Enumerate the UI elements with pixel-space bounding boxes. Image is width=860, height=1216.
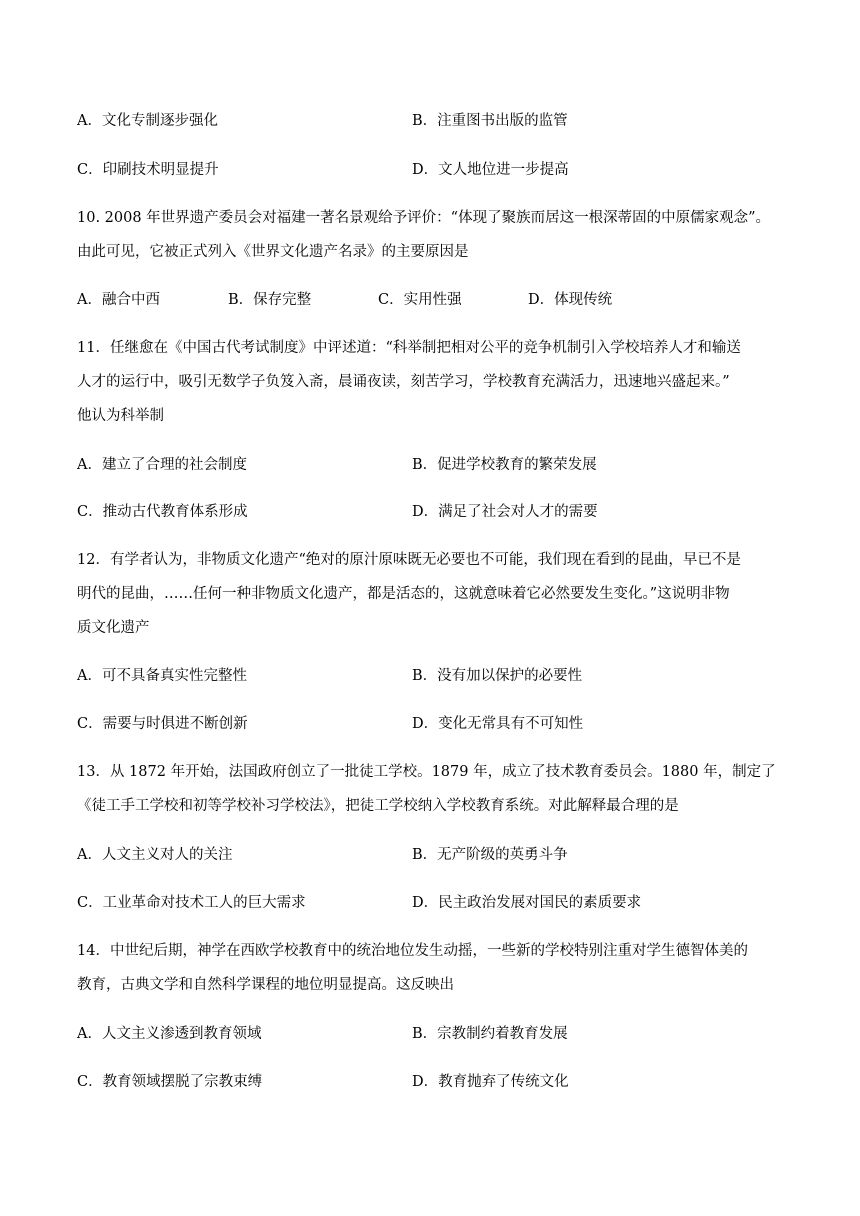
q13-option-c: C．工业革命对技术工人的巨大需求	[77, 895, 306, 911]
q13-stem-line-1: 13．从 1872 年开始，法国政府创立了一批徒工学校。1879 年，成立了技术教育委员会。1880 年，制定了	[77, 764, 776, 780]
q12-stem-line-2: 明代的昆曲，……任何一种非物质文化遗产，都是活态的，这就意味着它必然要发生变化。”这说明非物	[77, 586, 730, 602]
q13-stem-line-2: 《徒工手工学校和初等学校补习学校法》，把徒工学校纳入学校教育系统。对此解释最合理的是	[77, 798, 679, 814]
q10-stem-line-2: 由此可见，它被正式列入《世界文化遗产名录》的主要原因是	[77, 244, 469, 260]
q13-option-b: B．无产阶级的英勇斗争	[412, 847, 568, 863]
q10-option-d: D．体现传统	[528, 292, 613, 308]
q12-option-d: D．变化无常具有不可知性	[412, 716, 584, 732]
q14-option-b: B．宗教制约着教育发展	[412, 1026, 568, 1042]
q9-option-b: B．注重图书出版的监管	[412, 113, 568, 129]
q11-option-a: A．建立了合理的社会制度	[77, 457, 247, 473]
q14-stem-line-1: 14．中世纪后期，神学在西欧学校教育中的统治地位发生动摇，一些新的学校特别注重对学生德智体美的	[77, 943, 748, 959]
q11-option-c: C．推动古代教育体系形成	[77, 504, 248, 520]
q14-option-c: C．教育领域摆脱了宗教束缚	[77, 1074, 263, 1090]
q11-stem-line-3: 他认为科举制	[77, 408, 164, 424]
q9-option-c: C．印刷技术明显提升	[77, 162, 219, 178]
q14-option-a: A．人文主义渗透到教育领域	[77, 1026, 262, 1042]
q13-option-a: A．人文主义对人的关注	[77, 847, 233, 863]
q12-stem-line-1: 12．有学者认为，非物质文化遗产“绝对的原汁原味既无必要也不可能，我们现在看到的昆曲，早已不是	[77, 552, 741, 568]
q11-stem-line-2: 人才的运行中，吸引无数学子负笈入斋，晨诵夜读，刻苦学习，学校教育充满活力，迅速地兴盛起来。”	[77, 374, 730, 390]
q10-option-c: C．实用性强	[378, 292, 462, 308]
q12-option-b: B．没有加以保护的必要性	[412, 668, 583, 684]
q11-option-d: D．满足了社会对人才的需要	[412, 504, 598, 520]
q10-stem-line-1: 10. 2008 年世界遗产委员会对福建一著名景观给予评价：“体现了聚族而居这一根深蒂固的中原儒家观念”。	[77, 210, 771, 226]
q10-option-a: A．融合中西	[77, 292, 160, 308]
q12-stem-line-3: 质文化遗产	[77, 620, 150, 636]
q9-option-d: D．文人地位进一步提高	[412, 162, 569, 178]
q11-option-b: B．促进学校教育的繁荣发展	[412, 457, 597, 473]
q14-option-d: D．教育抛弃了传统文化	[412, 1074, 569, 1090]
q12-option-a: A．可不具备真实性完整性	[77, 668, 247, 684]
q10-option-b: B．保存完整	[228, 292, 312, 308]
q14-stem-line-2: 教育，古典文学和自然科学课程的地位明显提高。这反映出	[77, 977, 454, 993]
q12-option-c: C．需要与时俱进不断创新	[77, 716, 248, 732]
q9-option-a: A．文化专制逐步强化	[77, 113, 218, 129]
q13-option-d: D．民主政治发展对国民的素质要求	[412, 895, 642, 911]
q11-stem-line-1: 11．任继愈在《中国古代考试制度》中评述道：“科举制把相对公平的竞争机制引入学校培养人才和输送	[77, 340, 741, 356]
